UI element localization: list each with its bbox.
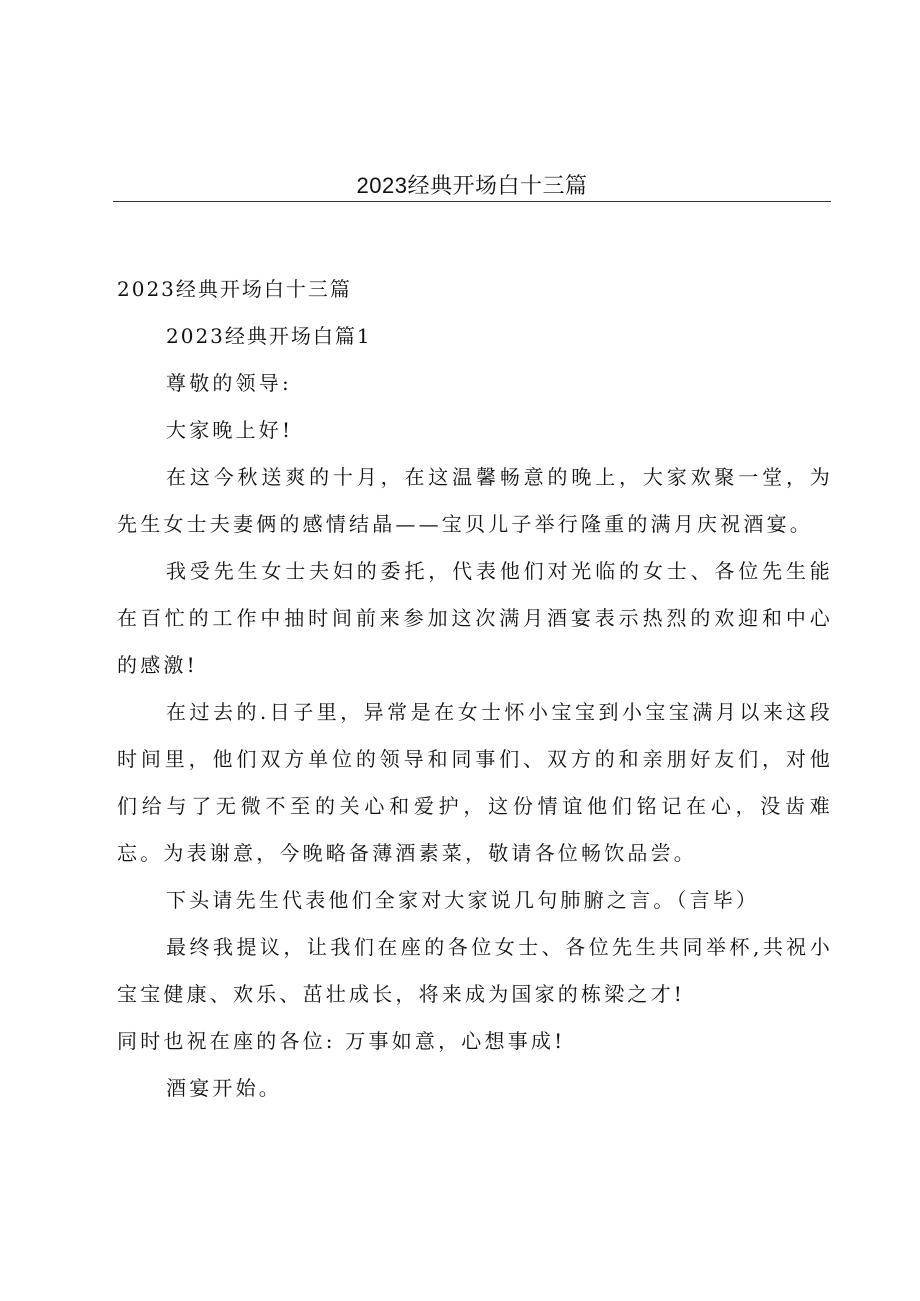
section-heading: 2023经典开场白篇1 — [166, 324, 372, 348]
body-paragraph: 在过去的.日子里，异常是在女士怀小宝宝到小宝宝满月以来这段时间里，他们双方单位的领导和同事们、双方的和亲朋好友们，对他们给与了无微不至的关心和爱护，这份情谊他们铭记在心，没齿难忘。为表谢意，今晚略备薄酒素菜，敬请各位畅饮品尝。 — [117, 700, 833, 865]
body-paragraph: 下头请先生代表他们全家对大家说几句肺腑之言。（言毕） — [166, 888, 760, 912]
body-paragraph: 在这今秋送爽的十月，在这温馨畅意的晚上，大家欢聚一堂，为先生女士夫妻俩的感情结晶——宝贝儿子举行隆重的满月庆祝酒宴。 — [117, 465, 833, 536]
page-header-title: 2023经典开场白十三篇 — [356, 173, 588, 198]
salutation-paragraph: 尊敬的领导: — [166, 371, 292, 395]
body-paragraph: 同时也祝在座的各位: 万事如意，心想事成! — [117, 1029, 566, 1053]
closing-paragraph: 酒宴开始。 — [166, 1076, 282, 1100]
header-divider — [113, 201, 831, 202]
document-body — [117, 266, 833, 1112]
greeting-paragraph: 大家晚上好! — [166, 418, 294, 442]
body-paragraph: 我受先生女士夫妇的委托，代表他们对光临的女士、各位先生能在百忙的工作中抽时间前来参加这次满月酒宴表示热烈的欢迎和中心的感激! — [117, 559, 833, 677]
document-title: 2023经典开场白十三篇 — [117, 277, 352, 301]
body-paragraph: 最终我提议，让我们在座的各位女士、各位先生共同举杯,共祝小宝宝健康、欢乐、茁壮成长，将来成为国家的栋梁之才! — [117, 935, 833, 1006]
